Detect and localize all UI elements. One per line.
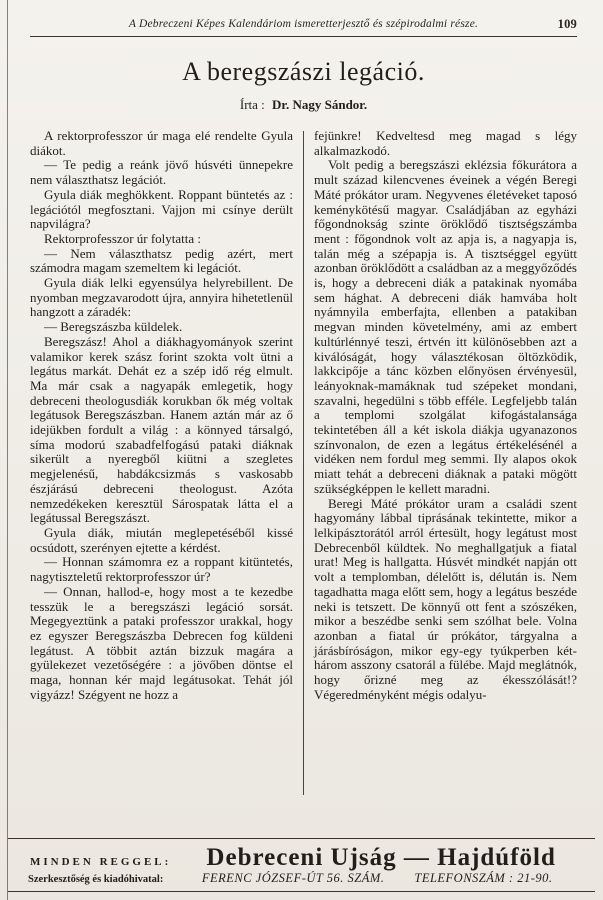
paragraph: fejünkre! Kedveltesd meg magad s légy alkalmazkodó. xyxy=(314,129,577,158)
paragraph: Gyula diák lelki egyensúlya helyrebillent. De nyomban megzavarodott újra, annyira hihetetlenül hangzott a záradék: xyxy=(30,275,293,320)
paragraph: Volt pedig a beregszászi eklézsia főkurátora a mult század kilencvenes éveinek a végén Beregi Máté prókátor uram. Negyvenes életéveket taposó keménykötésű magyar. Családjában az egyházi főgondnokság szinte öröklődő tisztségszámba ment : főgondnok volt az apja is, a nagyapja is, talán még a szépapja is. A tisztséggel együtt azonban öröklődött a családban az a meggyőződés is, hogy a debreceni diák a patakinak nyomába sem hághat. A debreceni diák hamvába holt nyámnyila emberfajta, ellenben a patakiban megvan minden követelmény, ami az embert kultúrlénnyé teszi, értvén itt különösebben azt a kiválóságát, hogy választékosan öltözködik, lakkcipője a tánc közben előnyösen érvényesül, leányoknak-mamáknak tud szépeket mondani, szavalni, hegedülni s több efféle. Legfeljebb talán a templomi szolgálat kifogástalansága tekintetében áll a két iskola diákja ugyanazonos színvonalon, de ezen a legátus értékelésénél a vidéken nem fordul meg semmi. Ily alapos okok miatt tehát a debreceni diáknak a pataki mögött szükségképpen le kellett maradni. xyxy=(314,157,577,496)
paragraph: — Te pedig a reánk jövő húsvéti ünnepekre nem választhatsz legációt. xyxy=(30,157,293,188)
column-divider xyxy=(303,131,304,795)
editorial-office-label: Szerkesztőség és kiadóhivatal: xyxy=(28,874,164,885)
paragraph: — Beregszászba küldelek. xyxy=(44,319,183,335)
page-number: 109 xyxy=(557,17,577,31)
paragraph: Beregi Máté prókátor uram a családi szent hagyomány lábbal tiprásának tekintette, mikor a lelkipásztorától arról értesült, hogy legátust most Debrecenből küldtek. No meghallgatjuk a fiatal urat! Meg is hallgatta. Húsvét mindkét napján ott volt a templomban, délelőtt is, délután is. Nem tagadhatta maga előtt sem, hogy a legátus beszéde neki is tetszett. De könnyű ott fent a szószéken, mikor a beszédbe senki sem szólhat bele. Volna azonban a fiatal úr prókátor, tárgyalna a járásbíróságon, mikor egy-egy tyúkperben két-három asszony csatorál a fülébe. Majd meglátnók, hogy őrizné meg az ékesszólását!? Végeredményként mégis odalyu- xyxy=(314,495,577,702)
left-column xyxy=(30,129,293,795)
paragraph: — Nem választhatsz pedig azért, mert számodra magam szemeltem ki legációt. xyxy=(30,245,293,276)
running-head-title: A Debreczeni Képes Kalendáriom ismeretterjesztő és szépirodalmi része. xyxy=(128,18,479,30)
byline xyxy=(30,97,577,113)
address-group xyxy=(163,871,591,886)
paragraph: Beregszász! Ahol a diákhagyományok szerint valamikor kerek szász forint szokta volt ütni a legátus markát. Dehát ez a szép idő rég elmult. Ma már csak a nagyapák emlegetik, hogy debreceni theologusdiák korukban ők még voltak legátusok Beregszászban. Hanem aztán már az ő idejükben fordult a világ : a könnyed társalgó, síma modorú szabadfelfogású pataki diáknak sikerült a nyeregből kiütni a szegletes megjelenésű, habdákcsizmás s vaskosabb észjárású debreceni theologust. Azóta nemzedékeken keresztül Sárospatak látta el a legátussal Beregszászt. xyxy=(30,333,293,526)
paragraph: Gyula diák meghökkent. Roppant büntetés az : legációtól megfosztani. Vajjon mi csínye derült napvilágra? xyxy=(30,186,293,232)
paragraph: — Onnan, hallod-e, hogy most a te kezedbe tesszük le a beregszászi legáció sorsát. Megegyeztünk a pataki professzor urakkal, hogy ez egyszer Beregszászba Debrecen fog küldeni legátust. A többit aztán bizzuk magára a gyülekezet vezetőségére : a jövőben döntse el maga, honnan kér majd legátusokat. Tehát jól vigyázz! Szégyent ne hozz a xyxy=(30,583,293,702)
footer-bottom-rule xyxy=(8,891,595,892)
footer-ad-address-row xyxy=(8,871,595,891)
newspaper-name: Debreceni Ujság — Hajdúföld xyxy=(206,844,556,871)
article-title: A beregszászi legáció. xyxy=(182,57,425,86)
byline-author: Dr. Nagy Sándor. xyxy=(272,97,368,112)
article-body xyxy=(30,129,577,795)
phone-number: TELEFONSZÁM : 21-90. xyxy=(414,871,553,885)
header-rule xyxy=(30,36,577,37)
paragraph: Gyula diák, miután meglepetéséből kissé ocsúdott, szerényen ejtette a kérdést. xyxy=(30,524,293,555)
paragraph: — Honnan számomra ez a roppant kitüntetés, nagytiszteletű rektorprofesszor úr? xyxy=(30,554,293,585)
running-head xyxy=(30,16,577,32)
byline-prefix: Írta : xyxy=(239,97,265,112)
street-address: FERENC JÓZSEF-ÚT 56. SZÁM. xyxy=(201,871,385,885)
paragraph: Rektorprofesszor úr folytatta : xyxy=(44,230,202,246)
footer-ad xyxy=(8,838,595,892)
paragraph: A rektorprofesszor úr maga elé rendelte Gyula diákot. xyxy=(30,129,293,158)
ad-tagline: MINDEN REGGEL: xyxy=(30,856,172,868)
scan-edge-line xyxy=(7,0,8,900)
footer-ad-headline-row xyxy=(8,839,595,872)
right-column xyxy=(314,129,577,795)
